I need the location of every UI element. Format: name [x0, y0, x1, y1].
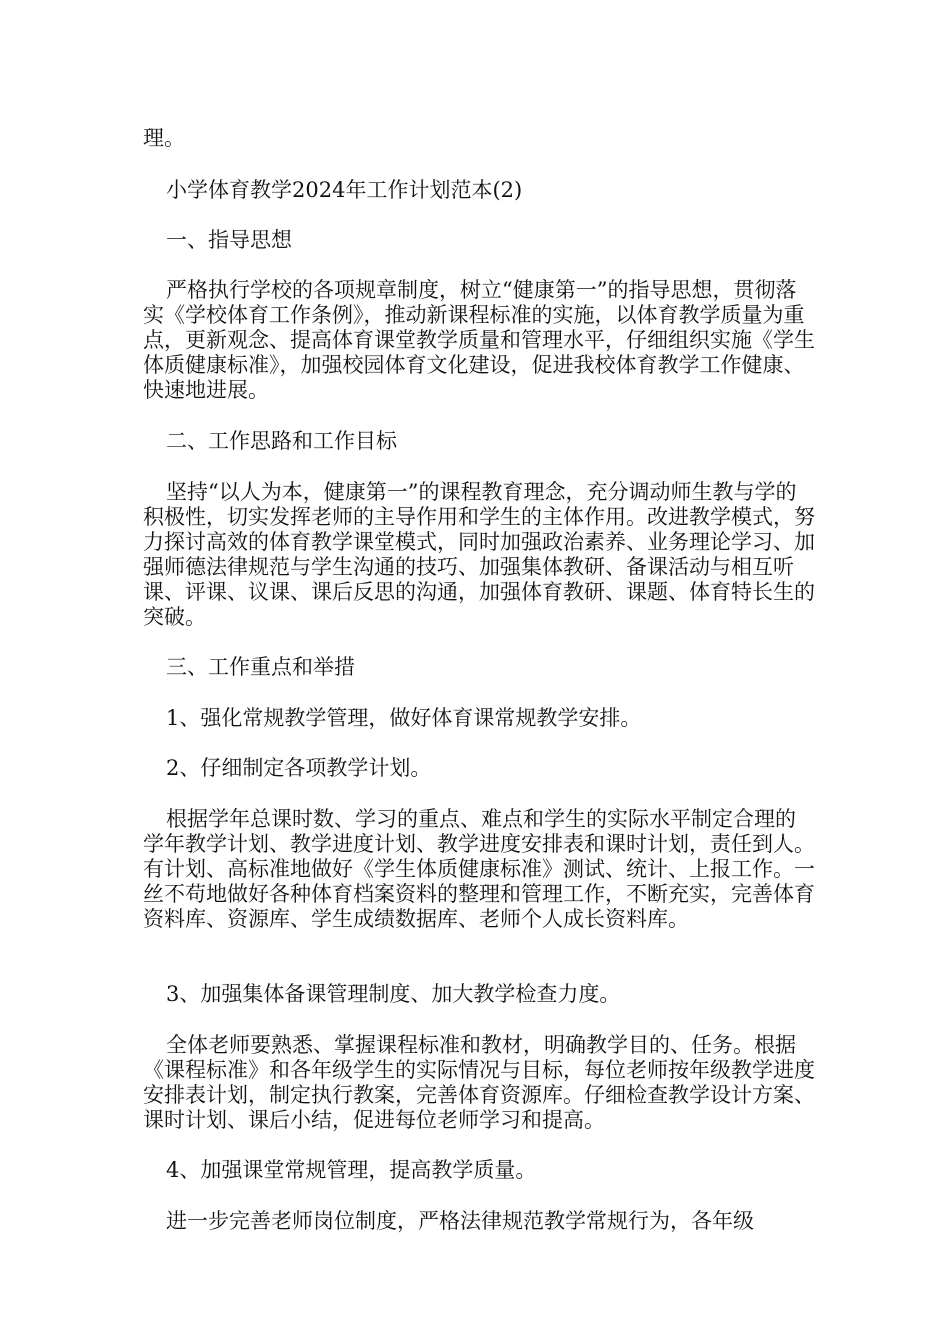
- paragraph-work-goals: 坚持“以人为本，健康第一”的课程教育理念，充分调动师生教与学的积极性，切实发挥老师的主导作用和学生的主体作用。改进教学模式，努力探讨高效的体育教学课堂模式，同时加强政治素养、业务理论学习、加强师德法律规范与学生沟通的技巧、加强集体教研、备课活动与相互听课、评课、议课、课后反思的沟通，加强体育教研、课题、体育特长生的突破。: [143, 480, 815, 629]
- section-heading-3: 三、工作重点和举措: [166, 655, 355, 679]
- document-title: 小学体育教学2024年工作计划范本(2): [166, 178, 523, 202]
- list-item-4: 4、加强课堂常规管理，提高教学质量。: [166, 1158, 537, 1182]
- paragraph-continuation: 理。: [143, 126, 185, 150]
- list-item-2: 2、仔细制定各项教学计划。: [166, 756, 432, 780]
- paragraph-classroom-rules: 进一步完善老师岗位制度，严格法律规范教学常规行为，各年级: [166, 1209, 754, 1233]
- list-item-1: 1、强化常规教学管理，做好体育课常规教学安排。: [166, 706, 642, 730]
- list-item-3: 3、加强集体备课管理制度、加大教学检查力度。: [166, 982, 621, 1006]
- paragraph-teaching-plan: 根据学年总课时数、学习的重点、难点和学生的实际水平制定合理的学年教学计划、教学进度计划、教学进度安排表和课时计划，责任到人。有计划、高标准地做好《学生体质健康标准》测试、统计、上报工作。一丝不苟地做好各种体育档案资料的整理和管理工作，不断充实，完善体育资料库、资源库、学生成绩数据库、老师个人成长资料库。: [143, 807, 815, 931]
- section-heading-1: 一、指导思想: [166, 228, 292, 252]
- paragraph-guiding-idea: 严格执行学校的各项规章制度，树立“健康第一”的指导思想，贯彻落实《学校体育工作条例》，推动新课程标准的实施，以体育教学质量为重点，更新观念、提高体育课堂教学质量和管理水平，仔细组织实施《学生体质健康标准》，加强校园体育文化建设，促进我校体育教学工作健康、快速地进展。: [143, 278, 815, 402]
- section-heading-2: 二、工作思路和工作目标: [166, 429, 397, 453]
- paragraph-lesson-prep: 全体老师要熟悉、掌握课程标准和教材，明确教学目的、任务。根据《课程标准》和各年级学生的实际情况与目标，每位老师按年级教学进度安排表计划，制定执行教案，完善体育资源库。仔细检查教学设计方案、课时计划、课后小结，促进每位老师学习和提高。: [143, 1033, 815, 1132]
